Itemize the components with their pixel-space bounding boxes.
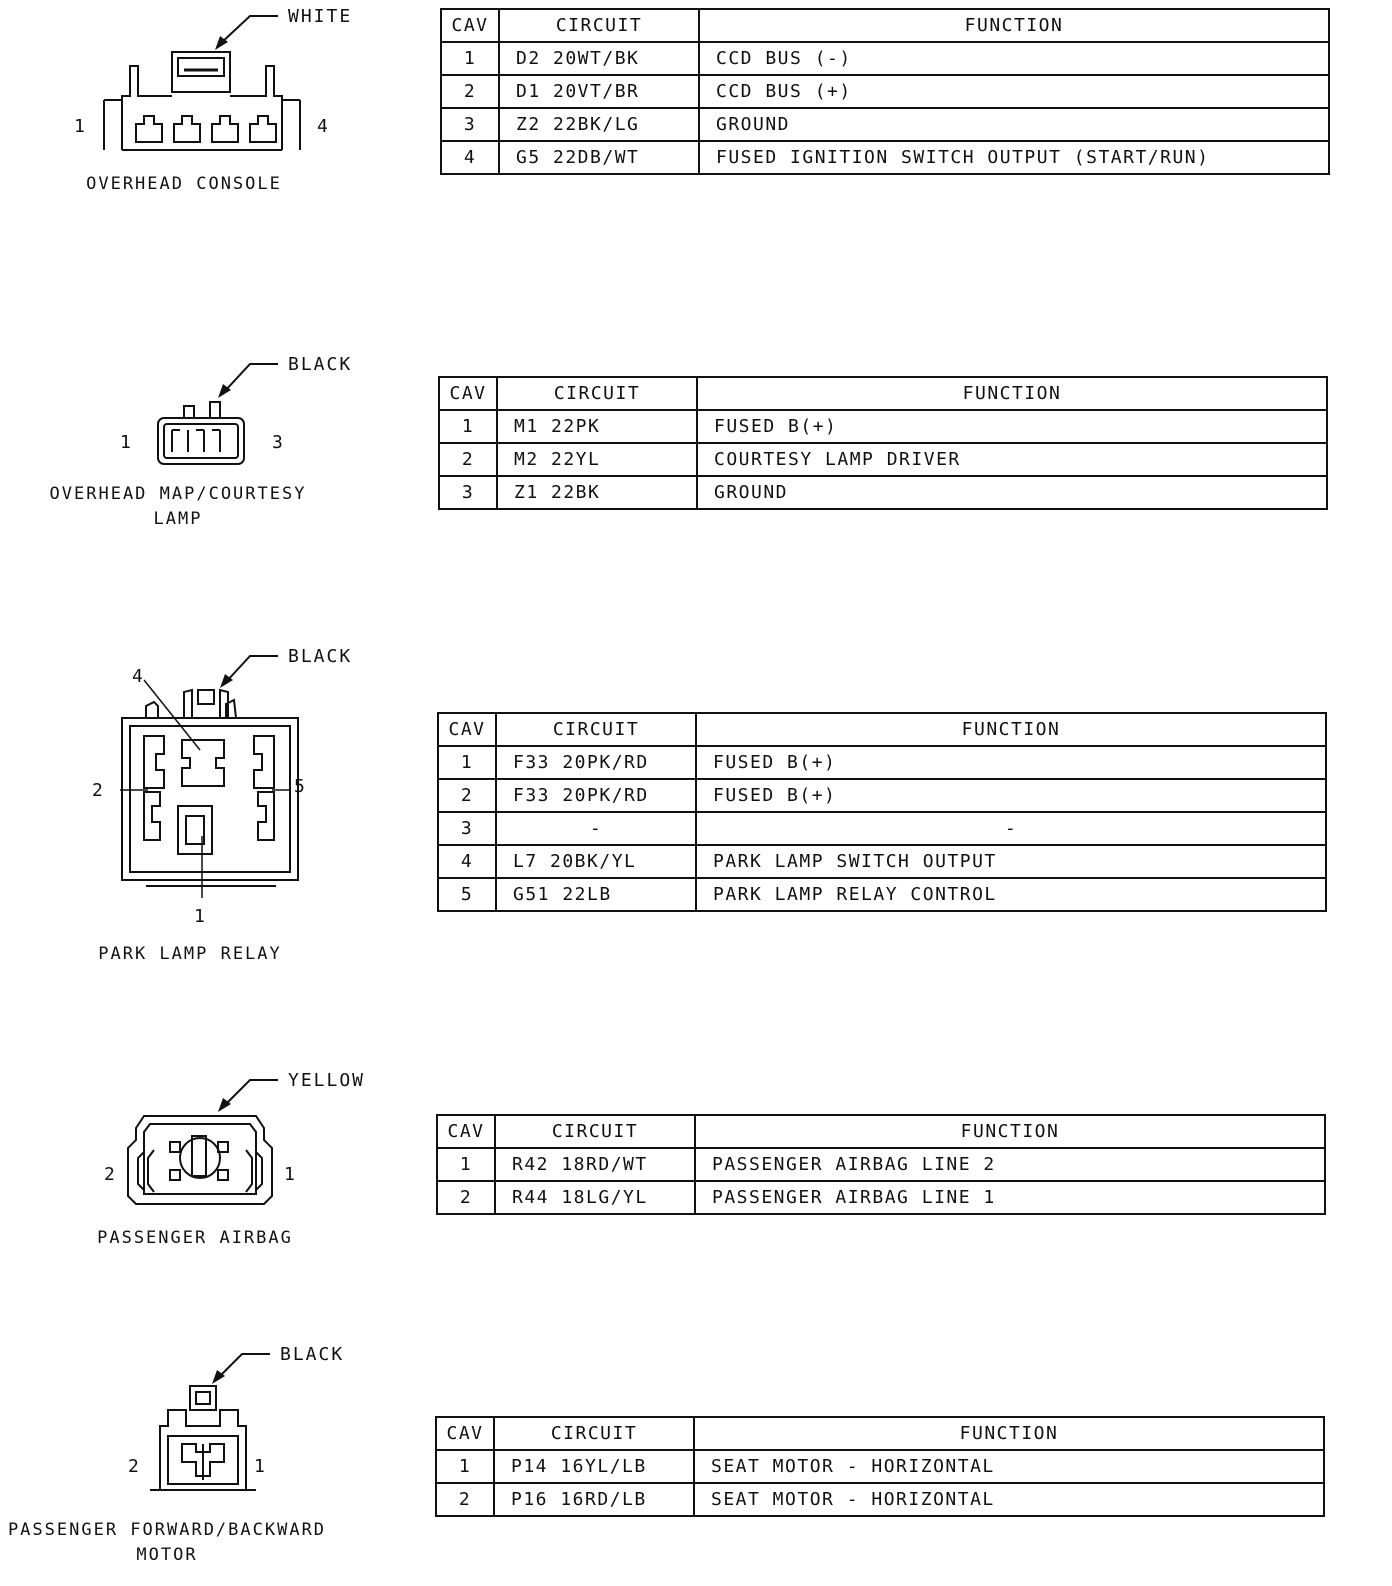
- header-cav: CAV: [437, 1115, 495, 1148]
- table-row: [438, 812, 1326, 845]
- pin-label-top: 4: [132, 666, 143, 687]
- table-row: [441, 108, 1329, 141]
- function-cell: CCD BUS (-): [699, 42, 1329, 75]
- pin-label-left: 1: [74, 116, 85, 137]
- function-cell: PARK LAMP SWITCH OUTPUT: [696, 845, 1326, 878]
- function-cell: CCD BUS (+): [699, 75, 1329, 108]
- cav-cell: 5: [438, 878, 496, 911]
- connector-name: OVERHEAD CONSOLE: [86, 174, 282, 194]
- pin-label-left: 1: [120, 432, 131, 453]
- circuit-cell: Z2 22BK/LG: [499, 108, 699, 141]
- header-cav: CAV: [441, 9, 499, 42]
- connector-name: PASSENGER FORWARD/BACKWARD MOTOR: [7, 1520, 327, 1565]
- cav-cell: 4: [441, 141, 499, 174]
- circuit-cell: G5 22DB/WT: [499, 141, 699, 174]
- table-row: [441, 75, 1329, 108]
- cav-cell: 2: [436, 1483, 494, 1516]
- function-cell: PASSENGER AIRBAG LINE 2: [695, 1148, 1325, 1181]
- header-circuit: CIRCUIT: [495, 1115, 695, 1148]
- overhead-map-courtesy-lamp-connector-drawing: [100, 350, 300, 480]
- header-function: FUNCTION: [694, 1417, 1324, 1450]
- function-cell: SEAT MOTOR - HORIZONTAL: [694, 1450, 1324, 1483]
- function-cell: -: [696, 812, 1326, 845]
- cavity-table: [440, 8, 1330, 175]
- table-row: [437, 1148, 1325, 1181]
- connector-color-label: WHITE: [288, 6, 353, 27]
- pin-label-right: 5: [294, 776, 305, 797]
- passenger-airbag-connector-drawing: [100, 1066, 300, 1216]
- cav-cell: 1: [441, 42, 499, 75]
- connector-name: OVERHEAD MAP/COURTESY LAMP: [49, 484, 307, 529]
- table-row: [439, 443, 1327, 476]
- header-function: FUNCTION: [699, 9, 1329, 42]
- pin-label-right: 4: [317, 116, 328, 137]
- circuit-cell: P14 16YL/LB: [494, 1450, 694, 1483]
- cavity-table: [437, 712, 1327, 912]
- connector-color-label: BLACK: [288, 354, 353, 375]
- header-cav: CAV: [439, 377, 497, 410]
- circuit-cell: Z1 22BK: [497, 476, 697, 509]
- connector-color-label: BLACK: [280, 1344, 345, 1365]
- table-row: [438, 845, 1326, 878]
- table-row: [441, 141, 1329, 174]
- function-cell: FUSED B(+): [696, 746, 1326, 779]
- function-cell: FUSED B(+): [696, 779, 1326, 812]
- cav-cell: 2: [438, 779, 496, 812]
- table-row: [439, 476, 1327, 509]
- header-function: FUNCTION: [697, 377, 1327, 410]
- table-header-row: [438, 713, 1326, 746]
- connector-color-label: YELLOW: [288, 1070, 366, 1091]
- circuit-cell: D1 20VT/BR: [499, 75, 699, 108]
- cavity-table: [435, 1416, 1325, 1517]
- pin-label-right: 3: [272, 432, 283, 453]
- table-row: [437, 1181, 1325, 1214]
- connector-name: PASSENGER AIRBAG: [97, 1228, 293, 1248]
- circuit-cell: M1 22PK: [497, 410, 697, 443]
- cav-cell: 1: [439, 410, 497, 443]
- table-header-row: [436, 1417, 1324, 1450]
- pin-label-right: 1: [254, 1456, 265, 1477]
- table-row: [439, 410, 1327, 443]
- header-cav: CAV: [436, 1417, 494, 1450]
- circuit-cell: -: [496, 812, 696, 845]
- cav-cell: 2: [437, 1181, 495, 1214]
- table-row: [441, 42, 1329, 75]
- header-circuit: CIRCUIT: [497, 377, 697, 410]
- circuit-cell: F33 20PK/RD: [496, 779, 696, 812]
- connector-name: PARK LAMP RELAY: [98, 944, 282, 964]
- table-row: [438, 779, 1326, 812]
- cav-cell: 4: [438, 845, 496, 878]
- cav-cell: 3: [441, 108, 499, 141]
- pin-label-left: 2: [104, 1164, 115, 1185]
- header-circuit: CIRCUIT: [496, 713, 696, 746]
- header-circuit: CIRCUIT: [494, 1417, 694, 1450]
- cav-cell: 3: [438, 812, 496, 845]
- cav-cell: 1: [438, 746, 496, 779]
- circuit-cell: D2 20WT/BK: [499, 42, 699, 75]
- circuit-cell: P16 16RD/LB: [494, 1483, 694, 1516]
- cav-cell: 1: [437, 1148, 495, 1181]
- function-cell: FUSED B(+): [697, 410, 1327, 443]
- function-cell: PASSENGER AIRBAG LINE 1: [695, 1181, 1325, 1214]
- cavity-table: [436, 1114, 1326, 1215]
- function-cell: PARK LAMP RELAY CONTROL: [696, 878, 1326, 911]
- table-row: [436, 1483, 1324, 1516]
- pin-label-left: 2: [92, 780, 103, 801]
- header-circuit: CIRCUIT: [499, 9, 699, 42]
- header-cav: CAV: [438, 713, 496, 746]
- cav-cell: 2: [439, 443, 497, 476]
- function-cell: GROUND: [699, 108, 1329, 141]
- circuit-cell: F33 20PK/RD: [496, 746, 696, 779]
- table-header-row: [439, 377, 1327, 410]
- function-cell: COURTESY LAMP DRIVER: [697, 443, 1327, 476]
- table-row: [438, 746, 1326, 779]
- circuit-cell: L7 20BK/YL: [496, 845, 696, 878]
- function-cell: SEAT MOTOR - HORIZONTAL: [694, 1483, 1324, 1516]
- cavity-table: [438, 376, 1328, 510]
- table-header-row: [437, 1115, 1325, 1148]
- table-row: [438, 878, 1326, 911]
- connector-color-label: BLACK: [288, 646, 353, 667]
- circuit-cell: M2 22YL: [497, 443, 697, 476]
- function-cell: FUSED IGNITION SWITCH OUTPUT (START/RUN): [699, 141, 1329, 174]
- function-cell: GROUND: [697, 476, 1327, 509]
- header-function: FUNCTION: [696, 713, 1326, 746]
- pin-label-left: 2: [128, 1456, 139, 1477]
- circuit-cell: R42 18RD/WT: [495, 1148, 695, 1181]
- cav-cell: 3: [439, 476, 497, 509]
- pin-label-right: 1: [284, 1164, 295, 1185]
- pin-label-bottom: 1: [194, 906, 205, 927]
- table-header-row: [441, 9, 1329, 42]
- cav-cell: 1: [436, 1450, 494, 1483]
- header-function: FUNCTION: [695, 1115, 1325, 1148]
- table-row: [436, 1450, 1324, 1483]
- circuit-cell: G51 22LB: [496, 878, 696, 911]
- cav-cell: 2: [441, 75, 499, 108]
- circuit-cell: R44 18LG/YL: [495, 1181, 695, 1214]
